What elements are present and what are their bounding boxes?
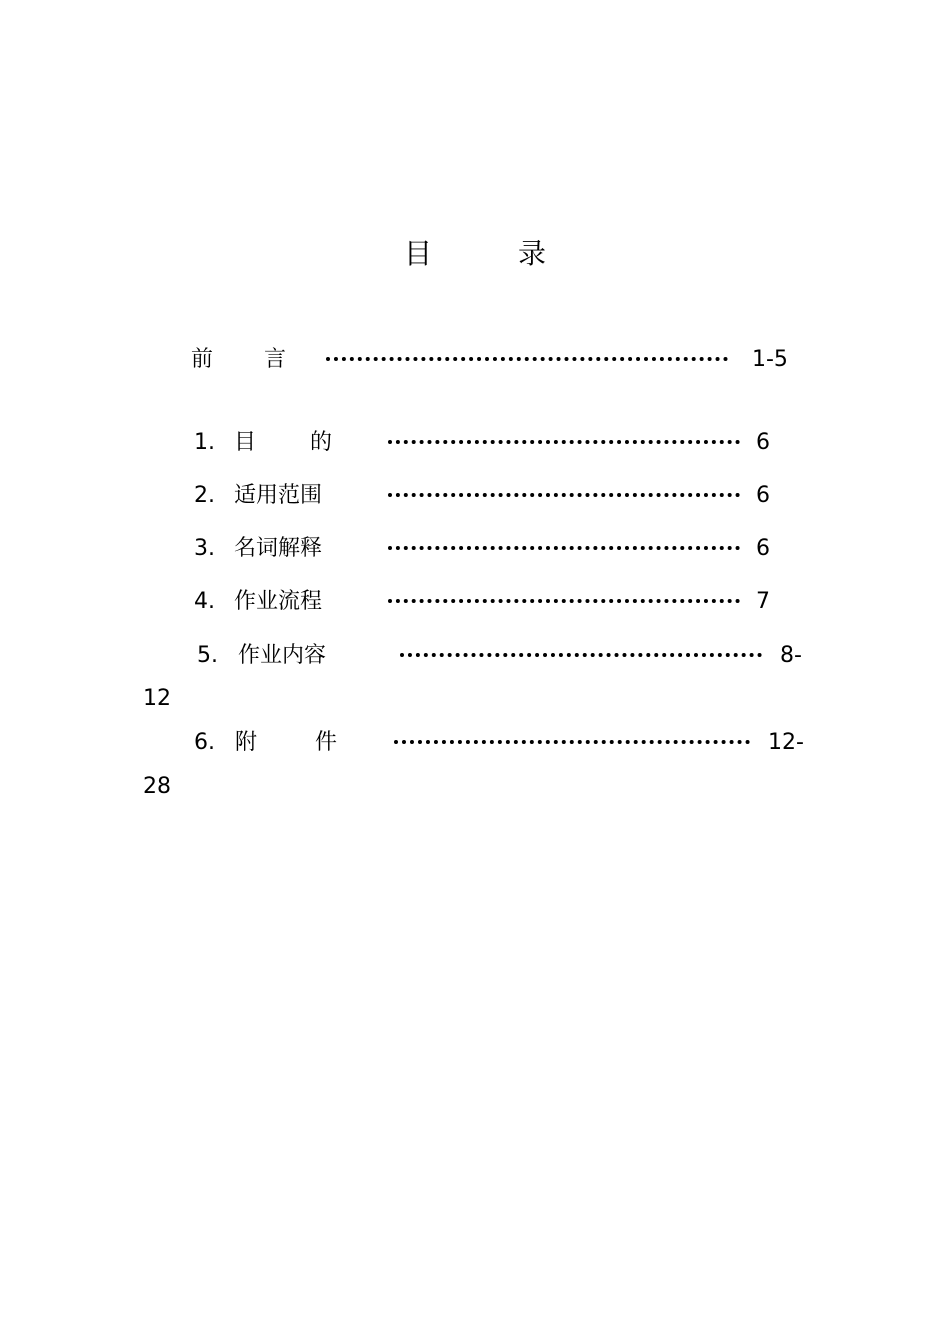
toc-page-number-continued: 12 <box>143 686 171 711</box>
toc-item-char-1: 目 <box>234 430 257 455</box>
toc-leader-dots <box>388 599 740 603</box>
toc-item-number: 6. <box>194 730 215 755</box>
toc-leader-dots <box>388 440 740 444</box>
toc-preface-char-2: 言 <box>264 347 287 372</box>
toc-page-number: 6 <box>756 483 770 508</box>
toc-leader-dots <box>400 653 762 657</box>
toc-item-number: 1. <box>194 430 215 455</box>
toc-page-number-continued: 28 <box>143 774 171 799</box>
toc-item-label: 适用范围 <box>234 483 323 508</box>
toc-page-number: 12- <box>768 730 804 755</box>
toc-item-number: 3. <box>194 536 215 561</box>
toc-leader-dots <box>388 546 740 550</box>
toc-page-number: 7 <box>756 589 770 614</box>
toc-page-number: 8- <box>780 643 802 668</box>
toc-item-label: 作业流程 <box>234 589 323 614</box>
toc-preface-char-1: 前 <box>191 347 214 372</box>
toc-leader-dots <box>326 357 728 361</box>
toc-item-label: 作业内容 <box>238 643 327 668</box>
toc-title-char-1: 目 <box>404 237 433 270</box>
toc-leader-dots <box>394 740 750 744</box>
toc-item-char-2: 的 <box>310 430 333 455</box>
toc-leader-dots <box>388 493 740 497</box>
toc-page-number: 6 <box>756 536 770 561</box>
toc-page-number: 1-5 <box>752 347 788 372</box>
toc-title-char-2: 录 <box>518 237 547 270</box>
toc-page-number: 6 <box>756 430 770 455</box>
toc-item-number: 5. <box>197 643 218 668</box>
toc-item-char-1: 附 <box>235 730 258 755</box>
toc-item-number: 2. <box>194 483 215 508</box>
toc-item-number: 4. <box>194 589 215 614</box>
toc-item-label: 名词解释 <box>234 536 323 561</box>
toc-item-char-2: 件 <box>315 730 338 755</box>
